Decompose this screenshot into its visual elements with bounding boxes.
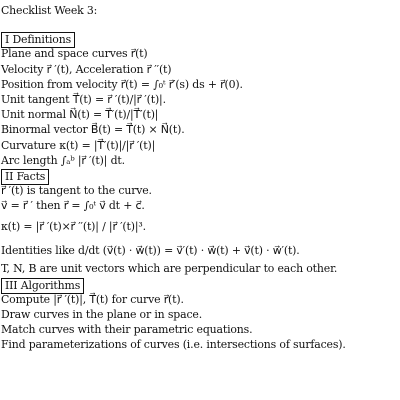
definition-item: Velocity r⃗ ′(t), Acceleration r⃗ ′′(t) — [1, 62, 172, 76]
definition-item: Binormal vector B⃗(t) = T⃗(t) × N⃗(t). — [1, 123, 185, 137]
fact-item: v⃗ = r⃗ ′ then r⃗ = ∫₀ᵗ v⃗ dt + c⃗. — [1, 199, 145, 213]
definition-item: Unit tangent T⃗(t) = r⃗ ′(t)/|r⃗ ′(t)|. — [1, 92, 166, 106]
fact-item: Identities like d/dt (v⃗(t) · w⃗(t)) = v⃗′(t) · w⃗(t) + v⃗(t) · w⃗′(t). — [1, 244, 300, 258]
section-heading: I Definitions — [1, 32, 75, 48]
section-definitions-header — [1, 31, 400, 46]
algorithm-item: Draw curves in the plane or in space. — [1, 308, 203, 321]
section-heading: III Algorithms — [1, 278, 84, 294]
definition-item: Plane and space curves r⃗(t) — [1, 47, 148, 61]
definition-item: Curvature κ(t) = |T⃗′(t)|/|r⃗ ′(t)| — [1, 138, 156, 152]
section-facts-header — [1, 168, 400, 183]
definition-item: Position from velocity r⃗(t) = ∫₀ᵗ r⃗′(s) ds + r⃗(0). — [1, 77, 243, 91]
fact-item: κ(t) = |r⃗ ′(t)×r⃗ ′′(t)| / |r⃗ ′(t)|³. — [1, 220, 146, 234]
section-heading: II Facts — [1, 169, 49, 185]
algorithm-item: Compute |r⃗ ′(t)|, T⃗(t) for curve r⃗(t). — [1, 292, 184, 306]
fact-item: r⃗ ′(t) is tangent to the curve. — [1, 184, 152, 198]
algorithm-item: Find parameterizations of curves (i.e. intersections of surfaces). — [1, 338, 346, 352]
definition-item: Unit normal N⃗(t) = T⃗′(t)/|T⃗′(t)| — [1, 108, 159, 122]
algorithm-item: Match curves with their parametric equations. — [1, 323, 253, 337]
title-spacer — [1, 18, 400, 31]
fact-item: T, N, B are unit vectors which are perpendicular to each other. — [1, 262, 338, 276]
section-algorithms-header — [1, 277, 400, 292]
definition-item: Arc length ∫ₐᵇ |r⃗ ′(t)| dt. — [1, 153, 125, 167]
page-title: Checklist Week 3: — [1, 4, 98, 17]
